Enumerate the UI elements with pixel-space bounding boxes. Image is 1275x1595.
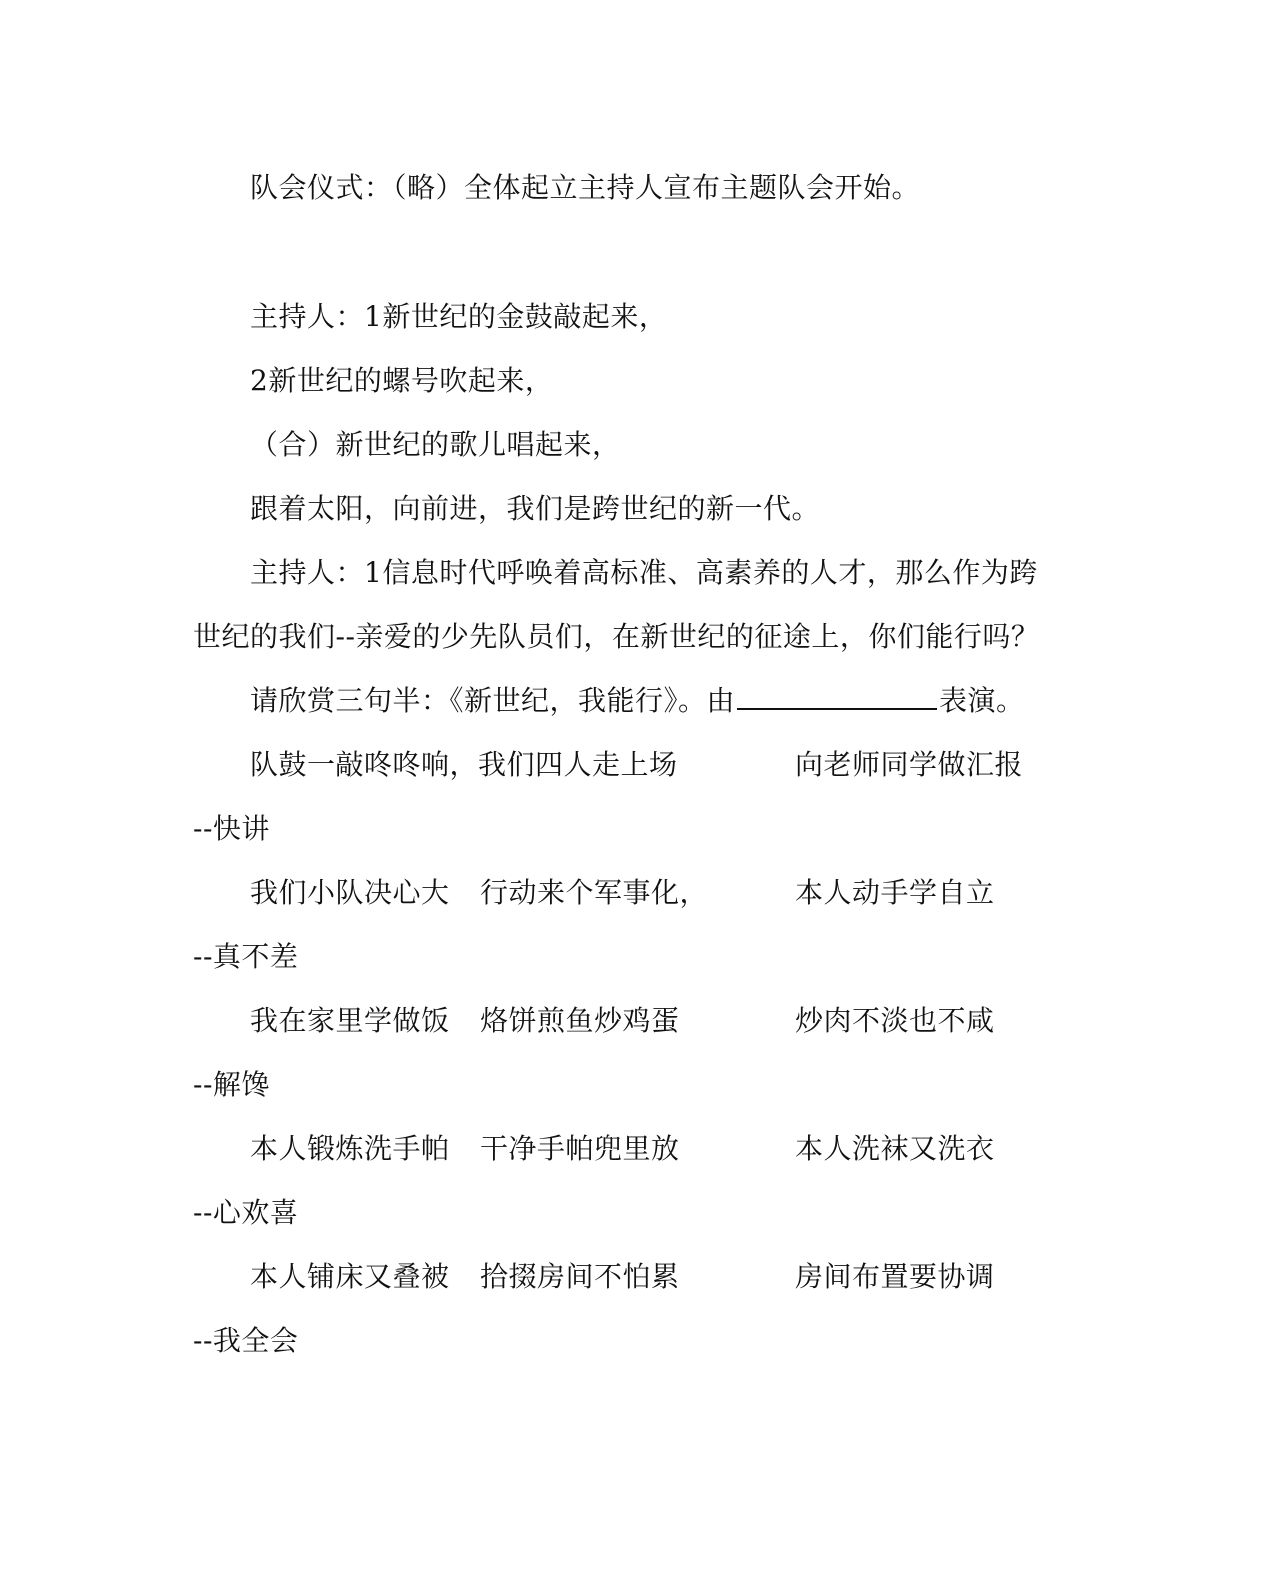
- verse-3-part-3: 炒肉不淡也不咸: [795, 1004, 995, 1037]
- verse-3-tail: --解馋: [193, 1068, 270, 1101]
- performer-blank: [737, 682, 937, 710]
- appreciate-line: [250, 681, 1025, 721]
- verse-3-part-1: 我在家里学做饭: [250, 1004, 450, 1037]
- verse-3-part-2: 烙饼煎鱼炒鸡蛋: [480, 1004, 680, 1037]
- verse-5-part-3: 房间布置要协调: [795, 1260, 995, 1293]
- host2-line-1: 主持人：1信息时代呼唤着高标准、高素养的人才，那么作为跨: [250, 556, 1038, 589]
- verse-4-part-2: 干净手帕兜里放: [480, 1132, 680, 1165]
- host2-line-2: 世纪的我们--亲爱的少先队员们，在新世纪的征途上，你们能行吗？: [193, 620, 1040, 653]
- verse-2-part-2: 行动来个军事化，: [480, 876, 709, 909]
- verse-4-tail: --心欢喜: [193, 1196, 299, 1229]
- verse-4-part-3: 本人洗袜又洗衣: [795, 1132, 995, 1165]
- verse-2-part-1: 我们小队决心大: [250, 876, 450, 909]
- appreciate-text-after: 表演。: [939, 684, 1025, 717]
- host-line-2: 2新世纪的螺号吹起来，: [250, 364, 554, 397]
- verse-1-part-3: 向老师同学做汇报: [795, 748, 1024, 781]
- verse-4-part-1: 本人锻炼洗手帕: [250, 1132, 450, 1165]
- appreciate-text-before: 请欣赏三句半：《新世纪，我能行》。由: [250, 684, 736, 717]
- verse-2-tail: --真不差: [193, 940, 299, 973]
- ceremony-line: 队会仪式：（略）全体起立主持人宣布主题队会开始。: [250, 171, 921, 204]
- verse-5-tail: --我全会: [193, 1324, 299, 1357]
- verse-2-part-3: 本人动手学自立: [795, 876, 995, 909]
- host-line-3: （合）新世纪的歌儿唱起来，: [250, 428, 621, 461]
- verse-5-part-1: 本人铺床又叠被: [250, 1260, 450, 1293]
- verse-1-part-1: 队鼓一敲咚咚响，我们四人走上场: [250, 748, 678, 781]
- host-line-1: 主持人：1新世纪的金鼓敲起来，: [250, 300, 668, 333]
- host-line-4: 跟着太阳，向前进，我们是跨世纪的新一代。: [250, 492, 821, 525]
- verse-1-tail: --快讲: [193, 812, 270, 845]
- verse-5-part-2: 拾掇房间不怕累: [480, 1260, 680, 1293]
